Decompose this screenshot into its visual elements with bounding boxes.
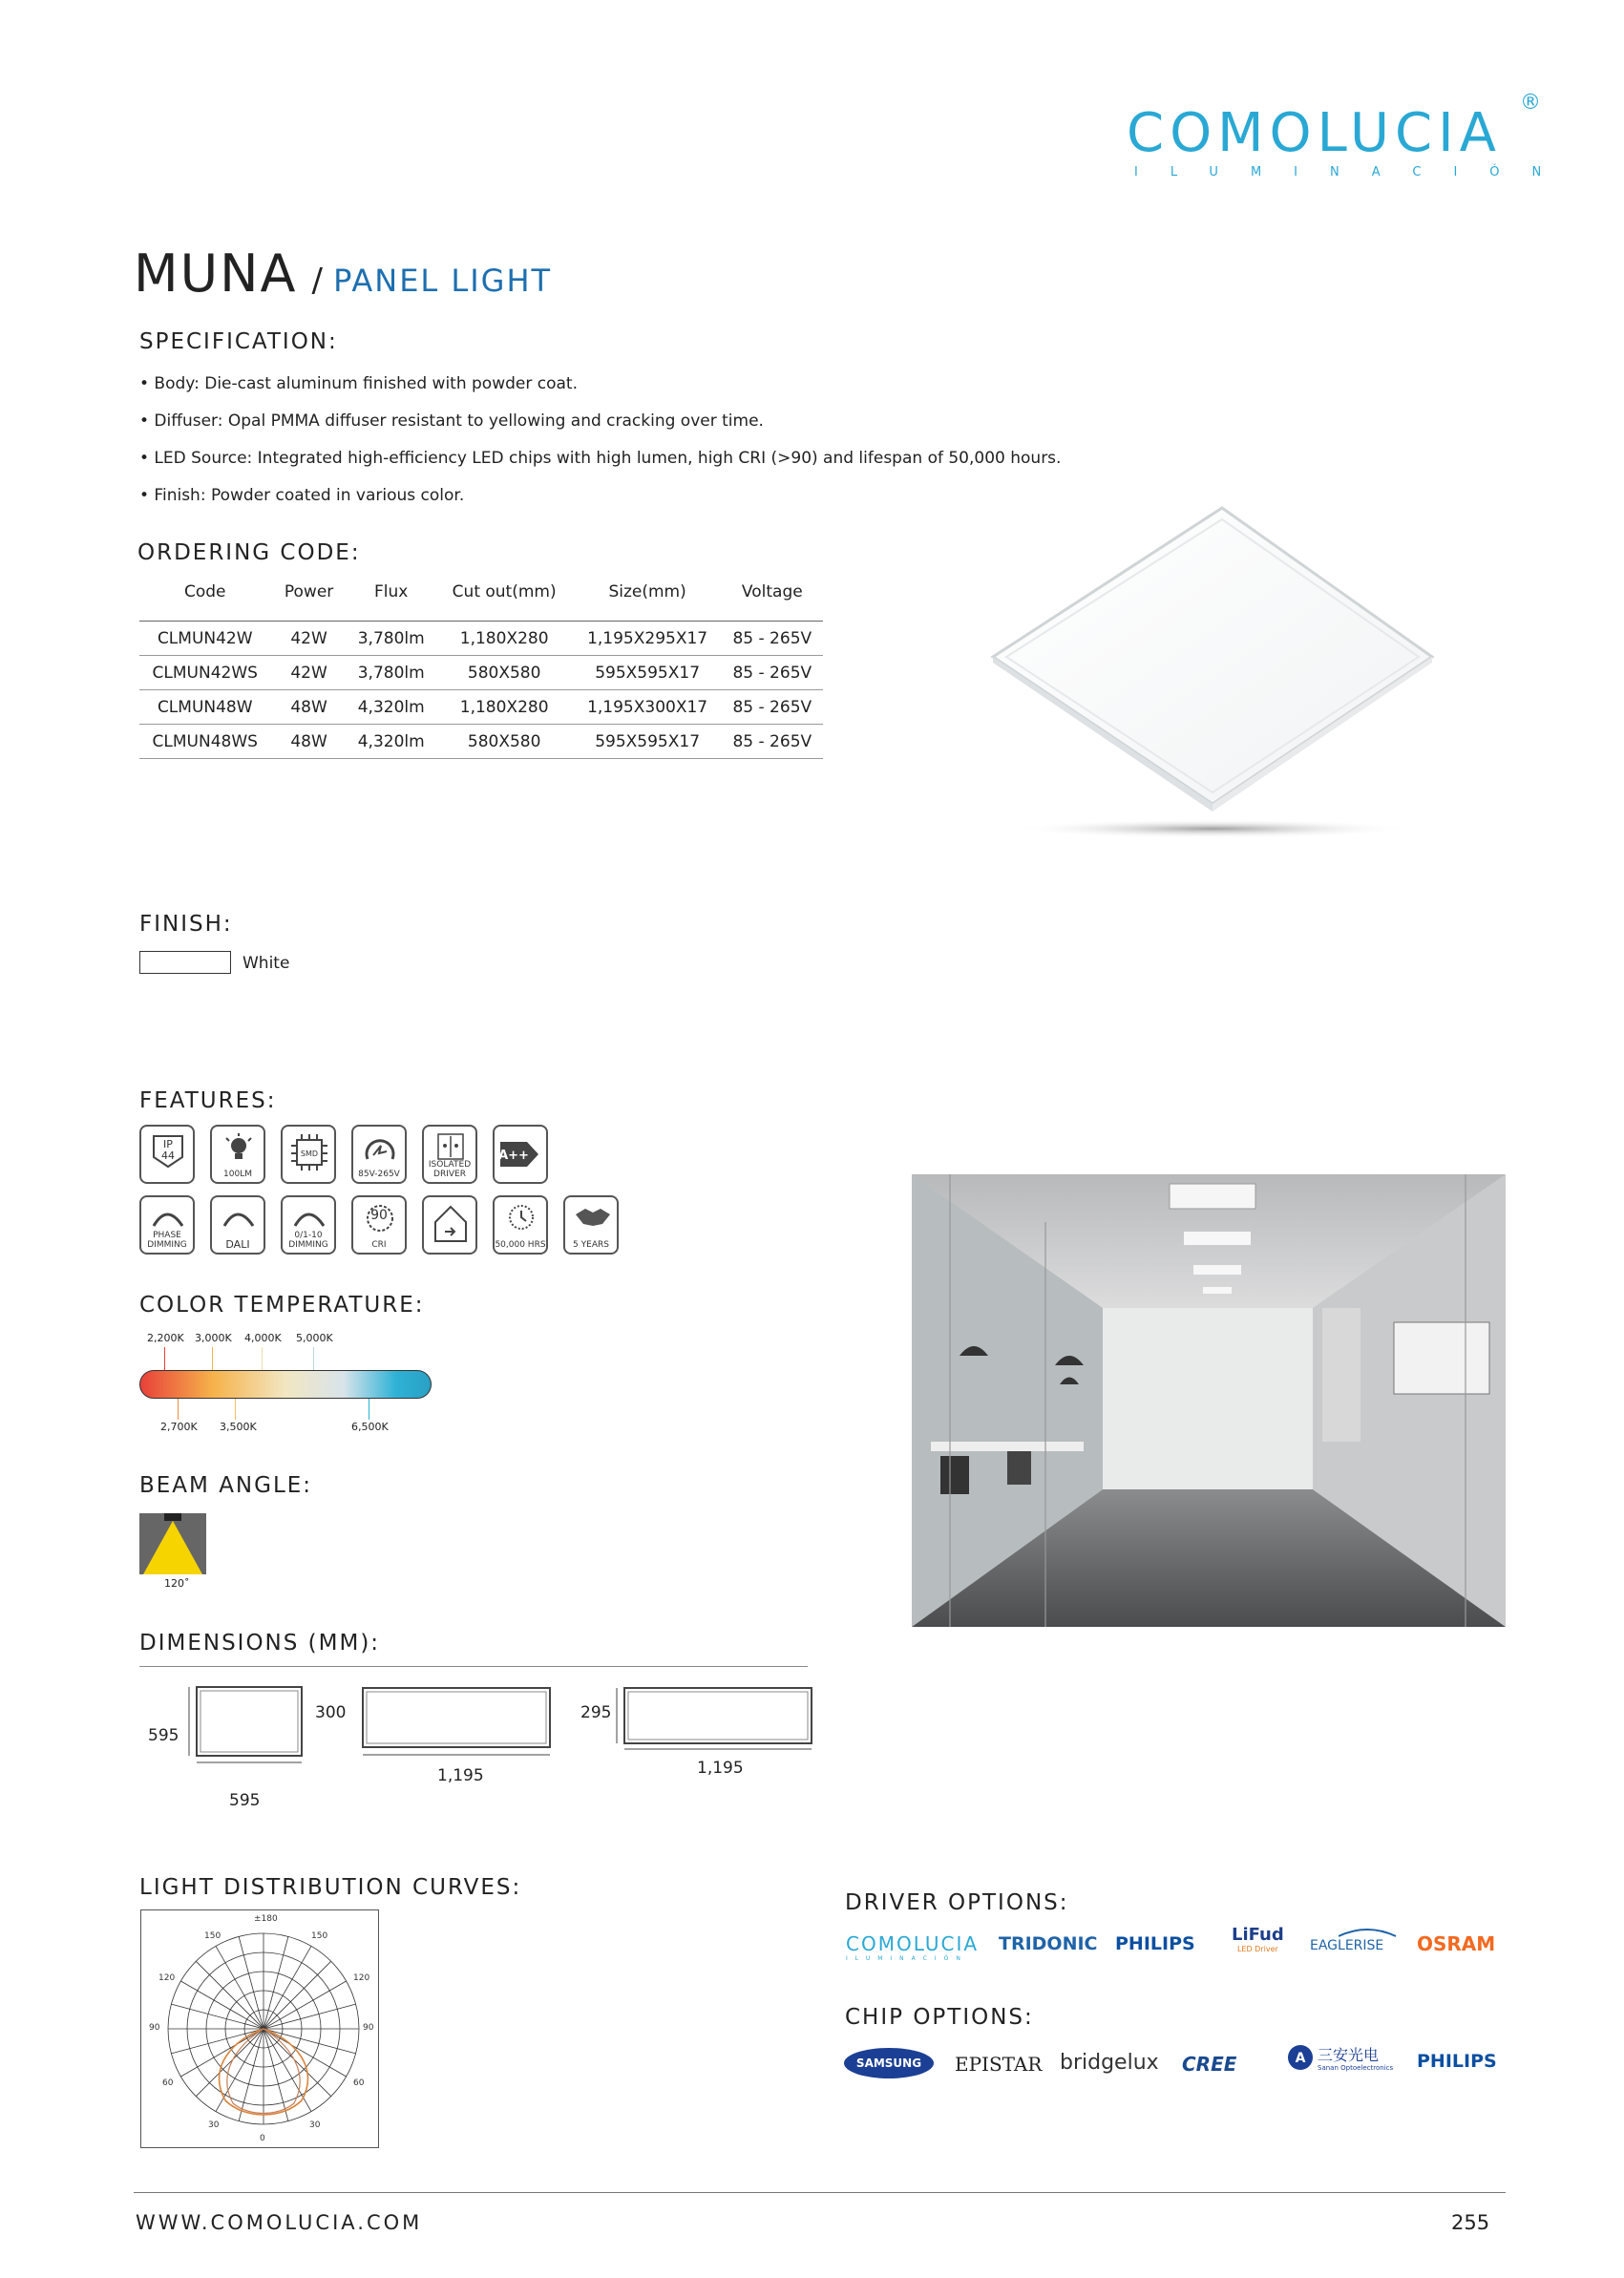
cell: 1,195X295X17 bbox=[574, 622, 722, 656]
cell: 1,180X280 bbox=[435, 690, 574, 725]
cell: 48W bbox=[270, 725, 347, 759]
beam-angle-heading: BEAM ANGLE: bbox=[139, 1473, 313, 1498]
ct-bottom-label: 3,500K bbox=[220, 1421, 257, 1433]
polar-label: 60 bbox=[162, 2078, 174, 2088]
cell: 4,320lm bbox=[348, 725, 435, 759]
column-header: Power bbox=[284, 582, 334, 601]
cell: 595X595X17 bbox=[574, 725, 722, 759]
finish-swatch bbox=[139, 951, 231, 974]
light-distribution-heading: LIGHT DISTRIBUTION CURVES: bbox=[139, 1875, 522, 1900]
chip-brand-cree: CREE bbox=[1182, 2053, 1237, 2076]
cri-icon bbox=[351, 1195, 407, 1255]
lifespan-icon bbox=[493, 1195, 548, 1255]
table-row bbox=[139, 622, 823, 656]
product-name: MUNA bbox=[134, 243, 298, 304]
finish-label: White bbox=[243, 954, 290, 973]
feature-caption: 100LM bbox=[223, 1170, 252, 1179]
indoor-house-icon bbox=[422, 1195, 477, 1255]
svg-text:44: 44 bbox=[161, 1150, 175, 1162]
cell: 85 - 265V bbox=[722, 656, 823, 690]
polar-label: 30 bbox=[309, 2120, 321, 2130]
rect2-width-label: 1,195 bbox=[697, 1759, 744, 1778]
polar-label: 30 bbox=[208, 2120, 220, 2130]
column-header: Code bbox=[183, 582, 226, 601]
column-header: Flux bbox=[374, 582, 409, 601]
feature-caption: 0/1-10 DIMMING bbox=[288, 1231, 328, 1250]
cell: 3,780lm bbox=[348, 656, 435, 690]
color-temperature-heading: COLOR TEMPERATURE: bbox=[139, 1293, 425, 1318]
specification-heading: SPECIFICATION: bbox=[139, 329, 338, 354]
feature-caption: 5 YEARS bbox=[573, 1240, 609, 1250]
column-header: Voltage bbox=[741, 582, 803, 601]
phase-dimming-icon bbox=[139, 1195, 195, 1255]
driver-brand-comolucia: COMOLUCIA ILUMINACIÓN bbox=[846, 1932, 980, 1962]
warranty-handshake-icon bbox=[563, 1195, 619, 1255]
polar-label: 150 bbox=[311, 1931, 328, 1941]
footer-rule bbox=[134, 2192, 1506, 2193]
polar-label: 150 bbox=[204, 1931, 221, 1941]
driver-brand-lifud: LiFud LED Driver bbox=[1232, 1925, 1284, 1953]
cell: 48W bbox=[270, 690, 347, 725]
driver-brand-tridonic: TRIDONIC bbox=[999, 1933, 1098, 1954]
chip-options-heading: CHIP OPTIONS: bbox=[845, 2005, 1034, 2030]
footer-website[interactable]: WWW.COMOLUCIA.COM bbox=[136, 2211, 423, 2234]
cell: 85 - 265V bbox=[722, 725, 823, 759]
energy-class-icon bbox=[493, 1125, 548, 1184]
ct-top-label: 3,000K bbox=[195, 1332, 232, 1344]
color-temperature-scale bbox=[139, 1332, 445, 1446]
table-row bbox=[139, 725, 823, 759]
ip44-icon bbox=[139, 1125, 195, 1184]
table-row bbox=[139, 656, 823, 690]
brand-logo-subtitle: ILUMINACIÓN bbox=[1134, 165, 1574, 179]
dimensions-drawing bbox=[181, 1682, 831, 1768]
table-header-row bbox=[139, 563, 823, 622]
spec-item: • Body: Die-cast aluminum finished with powder coat. bbox=[139, 374, 578, 393]
cell: 42W bbox=[270, 622, 347, 656]
ct-top-label: 4,000K bbox=[244, 1332, 282, 1344]
dimensions-heading: DIMENSIONS (MM): bbox=[139, 1631, 381, 1656]
spec-item: • LED Source: Integrated high-efficiency LED chips with high lumen, high CRI (>90) and lifespan of 50,000 hours. bbox=[139, 449, 1062, 468]
feature-caption: 85V-265V bbox=[358, 1170, 400, 1179]
svg-text:A: A bbox=[1295, 2051, 1306, 2066]
cri-value: 90 bbox=[370, 1208, 388, 1223]
driver-brand-osram: OSRAM bbox=[1417, 1932, 1496, 1955]
product-category: PANEL LIGHT bbox=[333, 263, 553, 299]
ct-bottom-label: 6,500K bbox=[351, 1421, 389, 1433]
cell: CLMUN48W bbox=[139, 690, 270, 725]
bulb-icon bbox=[210, 1125, 265, 1184]
ct-top-label: 2,200K bbox=[147, 1332, 184, 1344]
cell: CLMUN42W bbox=[139, 622, 270, 656]
title-separator: / bbox=[311, 262, 324, 300]
cell: 85 - 265V bbox=[722, 690, 823, 725]
brand-logo bbox=[1127, 91, 1574, 186]
column-header: Size(mm) bbox=[608, 582, 686, 601]
cell: CLMUN42WS bbox=[139, 656, 270, 690]
cell: 85 - 265V bbox=[722, 622, 823, 656]
cell: 580X580 bbox=[435, 656, 574, 690]
spec-item: • Finish: Powder coated in various color. bbox=[139, 486, 465, 505]
office-interior-photo bbox=[912, 1174, 1506, 1627]
feature-caption: CRI bbox=[371, 1240, 387, 1250]
svg-text:IP: IP bbox=[163, 1138, 173, 1150]
dimensions-rule bbox=[139, 1666, 808, 1667]
polar-label: 60 bbox=[353, 2078, 365, 2088]
cell: 1,180X280 bbox=[435, 622, 574, 656]
polar-label: 0 bbox=[260, 2134, 265, 2143]
driver-brand-eaglerise: EAGLERISE bbox=[1310, 1927, 1426, 1953]
ct-bottom-label: 2,700K bbox=[160, 1421, 198, 1433]
rect1-height-label: 300 bbox=[315, 1703, 347, 1722]
rect1-width-label: 1,195 bbox=[437, 1766, 484, 1785]
cell: 595X595X17 bbox=[574, 656, 722, 690]
chip-brand-epistar: EPISTAR bbox=[955, 2053, 1043, 2076]
ct-top-label: 5,000K bbox=[296, 1332, 333, 1344]
polar-chart bbox=[140, 1909, 379, 2148]
polar-label: 90 bbox=[149, 2023, 160, 2033]
brand-logo-text: COMOLUCIA bbox=[1127, 102, 1502, 164]
table-row bbox=[139, 690, 823, 725]
isolated-driver-icon bbox=[422, 1125, 477, 1184]
driver-brand-philips: PHILIPS bbox=[1115, 1933, 1195, 1954]
square-width-label: 595 bbox=[229, 1791, 261, 1810]
beam-angle-value: 120˚ bbox=[164, 1577, 190, 1590]
chip-brand-samsung: SAMSUNG bbox=[843, 2047, 935, 2079]
finish-heading: FINISH: bbox=[139, 912, 233, 937]
ordering-heading: ORDERING CODE: bbox=[137, 540, 361, 565]
polar-label: 120 bbox=[158, 1973, 176, 1983]
dali-icon bbox=[210, 1195, 265, 1255]
cell: CLMUN48WS bbox=[139, 725, 270, 759]
feature-caption: PHASE DIMMING bbox=[147, 1231, 187, 1250]
chip-brand-philips: PHILIPS bbox=[1417, 2051, 1497, 2072]
cell: 580X580 bbox=[435, 725, 574, 759]
column-header: Cut out(mm) bbox=[452, 582, 557, 601]
feature-caption: ISOLATED DRIVER bbox=[428, 1160, 472, 1179]
ordering-table bbox=[139, 563, 823, 759]
cell: 42W bbox=[270, 656, 347, 690]
energy-class-label: A++ bbox=[498, 1149, 529, 1163]
driver-options-heading: DRIVER OPTIONS: bbox=[845, 1890, 1069, 1915]
smd-label: SMD bbox=[300, 1150, 319, 1158]
rect2-height-label: 295 bbox=[580, 1703, 612, 1722]
cell: 3,780lm bbox=[348, 622, 435, 656]
chip-brand-bridgelux: bridgelux bbox=[1060, 2051, 1159, 2075]
cell: 4,320lm bbox=[348, 690, 435, 725]
registered-mark: ® bbox=[1520, 91, 1541, 115]
page-number: 255 bbox=[1451, 2211, 1490, 2234]
spec-item: • Diffuser: Opal PMMA diffuser resistant to yellowing and cracking over time. bbox=[139, 411, 764, 431]
panel-light-image bbox=[983, 496, 1461, 850]
square-height-label: 595 bbox=[148, 1726, 179, 1745]
polar-label: 90 bbox=[363, 2023, 374, 2033]
polar-label: ±180 bbox=[254, 1914, 278, 1924]
dimming-010-icon bbox=[281, 1195, 336, 1255]
product-title bbox=[134, 243, 552, 304]
cell: 1,195X300X17 bbox=[574, 690, 722, 725]
features-heading: FEATURES: bbox=[139, 1088, 277, 1113]
feature-caption: DALI bbox=[225, 1238, 250, 1251]
ct-gradient-bar bbox=[139, 1370, 432, 1399]
smd-chip-icon bbox=[281, 1125, 336, 1184]
feature-caption: 50,000 HRS bbox=[495, 1240, 546, 1250]
voltage-icon bbox=[351, 1125, 407, 1184]
beam-angle-icon bbox=[139, 1513, 206, 1574]
polar-label: 120 bbox=[353, 1973, 370, 1983]
